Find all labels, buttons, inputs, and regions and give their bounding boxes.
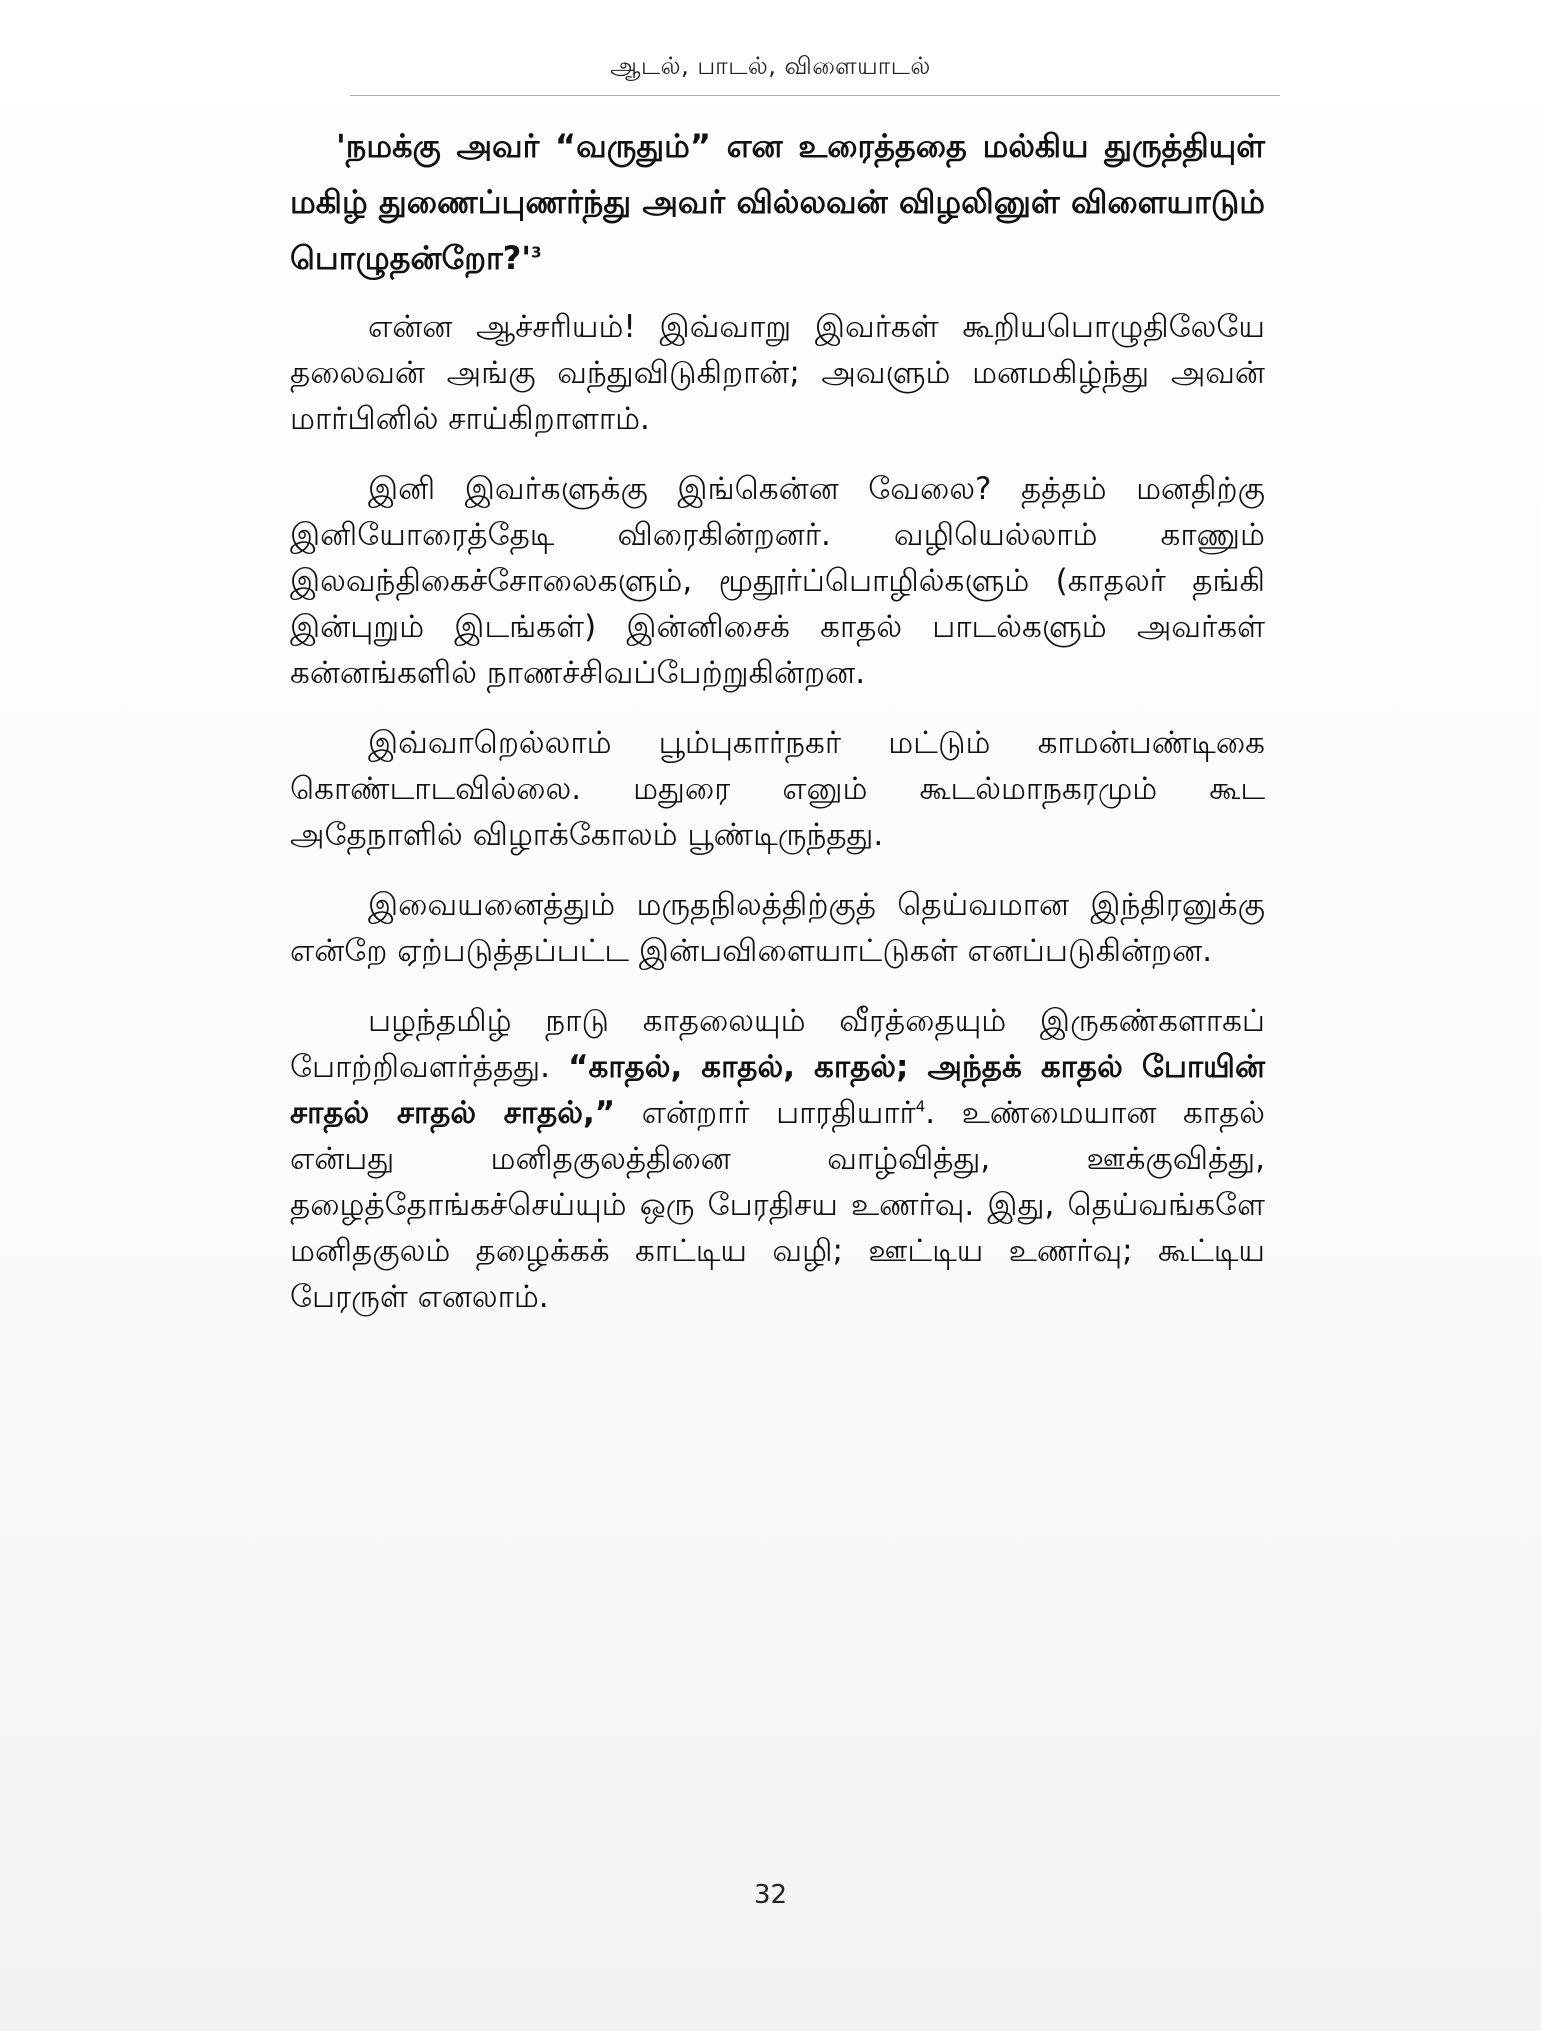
paragraph: என்ன ஆச்சரியம்! இவ்வாறு இவர்கள் கூறியபொழுதிலேயே தலைவன் அங்கு வந்துவிடுகிறான்; அவளும் மனமகிழ்ந்து அவன் மார்பினில் சாய்கிறாளாம். [290,309,1265,437]
body-text [290,118,1265,1344]
footnote-marker: 3 [531,243,542,262]
paragraph-lead: பழந்தமிழ் நாடு காதலையும் வீரத்தையும் இருகண்களாகப் போற்றிவளர்த்தது. [290,1003,1265,1085]
paragraph: இவ்வாறெல்லாம் பூம்புகார்நகர் மட்டும் காமன்பண்டிகை கொண்டாடவில்லை. மதுரை எனும் கூடல்மாநகரமும் கூட அதேநாளில் விழாக்கோலம் பூண்டிருந்தது. [290,725,1265,853]
paragraph: இனி இவர்களுக்கு இங்கென்ன வேலை? தத்தம் மனதிற்கு இனியோரைத்தேடி விரைகின்றனர். வழியெல்லாம் காணும் இலவந்திகைச்சோலைகளும், மூதூர்ப்பொழில்களும் (காதலர் தங்கி இன்புறும் இடங்கள்) இன்னிசைக் காதல் பாடல்களும் அவர்கள் கன்னங்களில் நாணச்சிவப்பேற்றுகின்றன. [290,471,1265,691]
running-header: ஆடல், பாடல், விளையாடல் [610,52,931,80]
footnote-marker: 4 [915,1097,926,1116]
verse-quote [290,118,1265,286]
paragraph: இவையனைத்தும் மருதநிலத்திற்குத் தெய்வமான இந்திரனுக்கு என்றே ஏற்படுத்தப்பட்ட இன்பவிளையாட்டுகள் எனப்படுகின்றன. [290,887,1265,969]
bharathiyar-quote: “காதல், காதல், காதல்; அந்தக் காதல் போயின் சாதல் சாதல் சாதல்,” [290,1049,1266,1131]
paragraph-rest: . உண்மையான காதல் என்பது மனிதகுலத்தினை வாழ்வித்து, ஊக்குவித்து, தழைத்தோங்கச்செய்யும் ஒரு பேரதிசய உணர்வு. இது, தெய்வங்களே மனிதகுலம் தழைக்கக் காட்டிய வழி; ஊட்டிய உணர்வு; கூட்டிய பேரருள் எனலாம். [290,1095,1265,1315]
header-divider [350,95,1280,96]
verse-quote-text: 'நமக்கு அவர் “வருதும்” என உரைத்ததை மல்கிய துருத்தியுள் மகிழ் துணைப்புணர்ந்து அவர் வில்லவன் விழலினுள் விளையாடும் பொழுதன்றோ?' [290,127,1266,277]
paragraph-bharathiyar [290,998,1265,1320]
quote-attribution: என்றார் பாரதியார் [615,1095,916,1131]
page-number: 32 [753,1880,788,1910]
